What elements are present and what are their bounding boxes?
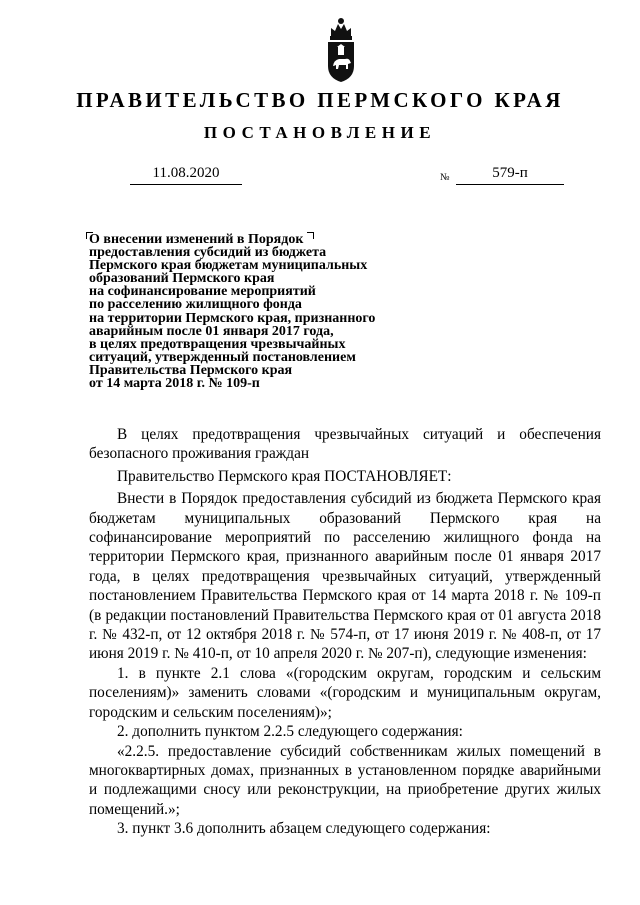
subject-line: на территории Пермского края, признанного [89,310,376,326]
document-number: 579-п [456,162,564,185]
body-paragraph: 3. пункт 3.6 дополнить абзацем следующего содержания: [117,820,491,838]
document-kind: ПОСТАНОВЛЕНИЕ [203,123,437,142]
number-label: № [440,172,450,183]
subject-line: аварийным после 01 января 2017 года, [89,323,334,339]
subject-line: Пермского края бюджетам муниципальных [89,258,368,274]
body-paragraph: «2.2.5. предоставление субсидий собственникам жилых помещений в многоквартирных домах, признанных в установленном порядке аварийными и подлежащими сносу или реконструкции, на приобретение других жилых помещений.»; [89,742,601,818]
subject-line: предоставления субсидий из бюджета [89,245,327,261]
government-title: ПРАВИТЕЛЬСТВО ПЕРМСКОГО КРАЯ [76,88,564,112]
subject-line: от 14 марта 2018 г. № 109-п [89,376,260,392]
subject-line: образований Пермского края [89,271,275,287]
subject-line: ситуаций, утвержденный постановлением [89,349,356,365]
subject-line: на софинансирование мероприятий [89,284,316,300]
document-body [89,425,601,839]
body-paragraph: В целях предотвращения чрезвычайных ситуаций и обеспечения безопасного проживания граждан [89,426,601,463]
body-paragraph: 1. в пункте 2.1 слова «(городским округам, городским и сельским поселениям)» заменить словами «(городским и муниципальным округам, городским и сельским поселениям)»; [89,664,601,721]
subject-line: Правительства Пермского края [89,362,293,378]
coat-of-arms-icon [323,14,359,84]
body-paragraph: Правительство Пермского края ПОСТАНОВЛЯЕТ: [117,467,452,485]
subject-line: в целях предотвращения чрезвычайных [89,336,346,352]
document-date: 11.08.2020 [130,162,242,185]
subject-line: О внесении изменений в Порядок [89,232,304,247]
body-paragraph: Внести в Порядок предоставления субсидий из бюджета Пермского края бюджетам муниципальных образований Пермского края на софинансирование мероприятий по расселению жилищного фонда на территории Пермского края, признанного аварийным после 01 января 2017 года, в целях предотвращения чрезвычайных ситуаций, утвержденный постановлением Правительства Пермского края от 14 марта 2018 г. № 109-п (в редакции постановлений Правительства Пермского края от 01 августа 2018 г. № 432-п, от 12 октября 2018 г. № 574-п, от 17 июня 2019 г. № 408-п, от 17 июня 2019 г. № 410-п, от 10 апреля 2020 г. № 207-п), следующие изменения: [89,490,601,663]
document-subject [89,233,429,390]
subject-line: по расселению жилищного фонда [89,297,302,313]
body-paragraph: 2. дополнить пунктом 2.2.5 следующего содержания: [117,723,463,741]
